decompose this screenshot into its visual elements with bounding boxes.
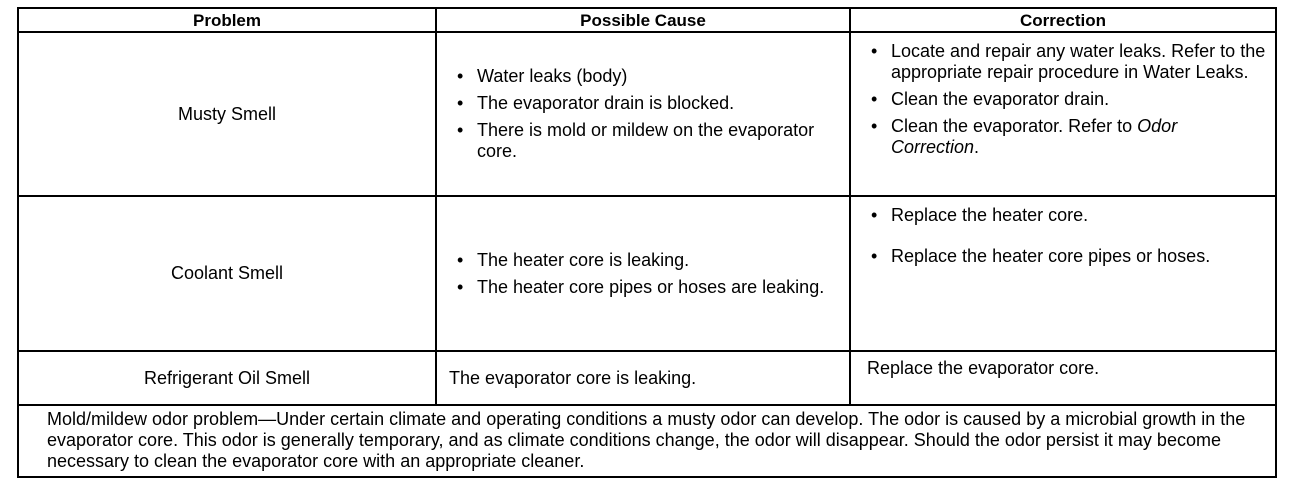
cause-list (447, 250, 841, 298)
cause-text: The heater core pipes or hoses are leaking. (477, 276, 825, 297)
list-item (861, 89, 1267, 110)
correction-text: Replace the heater core. (891, 205, 1089, 225)
reference-link-text: Odor Correction (891, 116, 1178, 157)
cause-cell: The evaporator core is leaking. (436, 351, 850, 405)
note-row (18, 405, 1276, 477)
header-possible-cause: Possible Cause (436, 8, 850, 32)
correction-cell (850, 196, 1276, 351)
bullet-icon: • (457, 93, 464, 113)
problem-cell: Coolant Smell (18, 196, 436, 351)
correction-cell: Replace the evaporator core. (850, 351, 1276, 405)
header-row (18, 8, 1276, 32)
cause-text: The evaporator drain is blocked. (477, 93, 735, 113)
list-item (447, 66, 841, 87)
correction-cell (850, 32, 1276, 196)
cause-text: The heater core is leaking. (477, 249, 690, 270)
list-item (861, 116, 1267, 158)
list-item (447, 250, 841, 271)
header-correction: Correction (850, 8, 1276, 32)
list-item (447, 277, 841, 298)
cause-text: Water leaks (body) (477, 66, 628, 86)
cause-cell (436, 32, 850, 196)
bullet-icon: • (871, 205, 878, 225)
list-item (447, 120, 841, 162)
list-item (861, 205, 1267, 226)
cause-list (447, 66, 841, 162)
problem-cell: Musty Smell (18, 32, 436, 196)
bullet-icon: • (457, 276, 464, 297)
bullet-icon: • (871, 41, 878, 61)
table-row (18, 32, 1276, 196)
cause-cell (436, 196, 850, 351)
list-item (861, 246, 1267, 267)
correction-text: Clean the evaporator. Refer to (891, 116, 1133, 136)
list-item (447, 93, 841, 114)
table-row (18, 196, 1276, 351)
bullet-icon: • (457, 249, 464, 270)
bullet-icon: • (871, 246, 878, 266)
correction-list (861, 41, 1267, 158)
bullet-icon: • (871, 89, 878, 109)
correction-text: Clean the evaporator drain. (891, 89, 1110, 109)
cause-text: There is mold or mildew on the evaporator core. (477, 120, 815, 161)
bullet-icon: • (457, 66, 464, 86)
problem-cell: Refrigerant Oil Smell (18, 351, 436, 405)
diagnosis-table (17, 7, 1277, 478)
table-row (18, 351, 1276, 405)
note-text: Mold/mildew odor problem—Under certain climate and operating conditions a musty odor can develop. The odor is caused by a microbial growth in the evaporator core. This odor is generally temporary, and as climate conditions change, the odor will disappear. Should the odor persist it may become necessary to clean the evaporator core with an appropriate cleaner. (18, 405, 1276, 477)
header-problem: Problem (18, 8, 436, 32)
correction-text: Replace the heater core pipes or hoses. (891, 246, 1211, 266)
punctuation: . (974, 137, 980, 157)
correction-text: Locate and repair any water leaks. Refer to the appropriate repair procedure in Water Leaks. (891, 41, 1266, 82)
list-item (861, 41, 1267, 83)
correction-list (861, 205, 1267, 267)
bullet-icon: • (871, 116, 878, 136)
bullet-icon: • (457, 120, 464, 140)
